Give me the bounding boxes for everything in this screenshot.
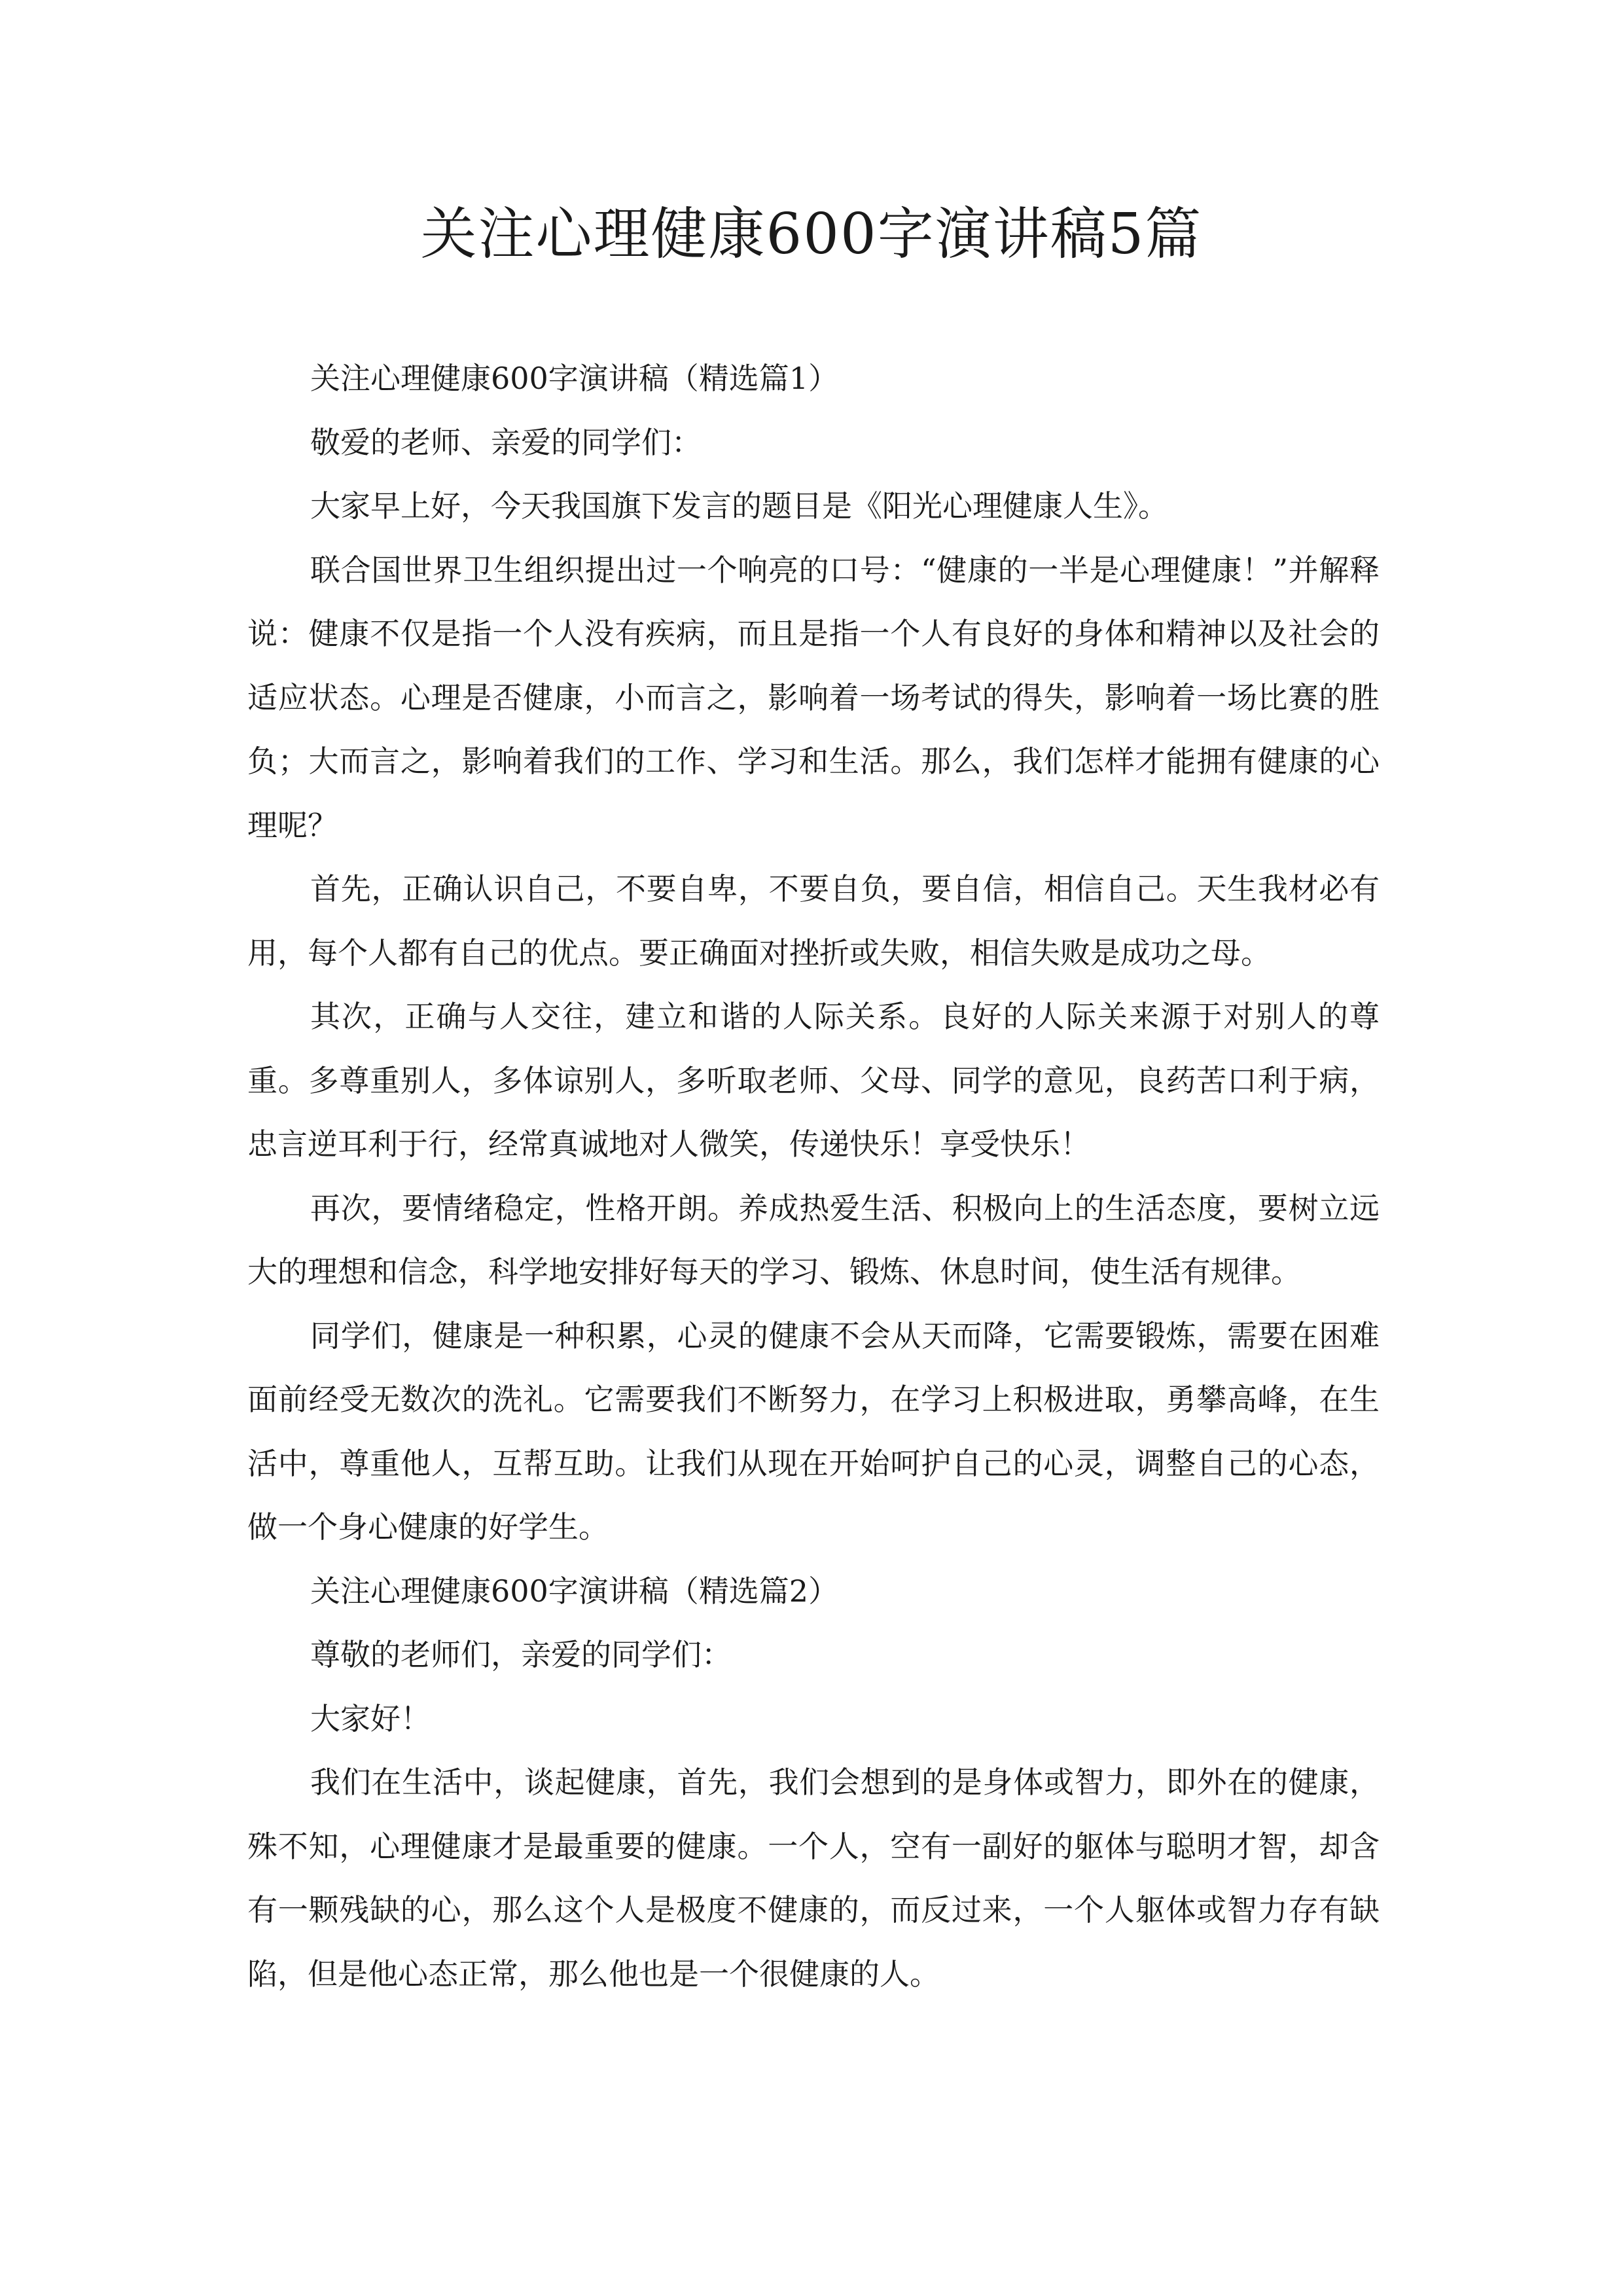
paragraph: 首先，正确认识自己，不要自卑，不要自负，要自信，相信自己。天生我材必有用，每个人都有自己的优点。要正确面对挫折或失败，相信失败是成功之母。 xyxy=(247,871,1380,971)
paragraph: 同学们，健康是一种积累，心灵的健康不会从天而降，它需要锻炼，需要在困难面前经受无数次的洗礼。它需要我们不断努力，在学习上积极进取，勇攀高峰，在生活中，尊重他人，互帮互助。让我们从现在开始呵护自己的心灵，调整自己的心态，做一个身心健康的好学生。 xyxy=(247,1318,1380,1545)
greeting: 大家好！ xyxy=(310,1700,431,1736)
section-heading-1: 关注心理健康600字演讲稿（精选篇1） xyxy=(310,361,839,396)
paragraph: 其次，正确与人交往，建立和谐的人际关系。良好的人际关来源于对别人的尊重。多尊重别人，多体谅别人，多听取老师、父母、同学的意见，良药苦口利于病，忠言逆耳利于行，经常真诚地对人微笑，传递快乐！享受快乐！ xyxy=(247,999,1380,1162)
section-heading-2: 关注心理健康600字演讲稿（精选篇2） xyxy=(310,1573,839,1609)
salutation: 尊敬的老师们，亲爱的同学们： xyxy=(310,1637,732,1672)
document-body xyxy=(247,347,1380,2006)
paragraph: 我们在生活中，谈起健康，首先，我们会想到的是身体或智力，即外在的健康，殊不知，心理健康才是最重要的健康。一个人，空有一副好的躯体与聪明才智，却含有一颗残缺的心，那么这个人是极度不健康的，而反过来，一个人躯体或智力存有缺陷，但是他心态正常，那么他也是一个很健康的人。 xyxy=(247,1765,1380,1992)
page-title: 关注心理健康600字演讲稿5篇 xyxy=(420,202,1203,267)
paragraph: 再次，要情绪稳定，性格开朗。养成热爱生活、积极向上的生活态度，要树立远大的理想和信念，科学地安排好每天的学习、锻炼、休息时间，使生活有规律。 xyxy=(247,1190,1380,1289)
paragraph: 大家早上好，今天我国旗下发言的题目是《阳光心理健康人生》。 xyxy=(310,488,1168,524)
paragraph: 联合国世界卫生组织提出过一个响亮的口号：“健康的一半是心理健康！”并解释说：健康不仅是指一个人没有疾病，而且是指一个人有良好的身体和精神以及社会的适应状态。心理是否健康，小而言之，影响着一场考试的得失，影响着一场比赛的胜负；大而言之，影响着我们的工作、学习和生活。那么，我们怎样才能拥有健康的心理呢？ xyxy=(247,552,1380,843)
salutation: 敬爱的老师、亲爱的同学们： xyxy=(310,424,702,460)
